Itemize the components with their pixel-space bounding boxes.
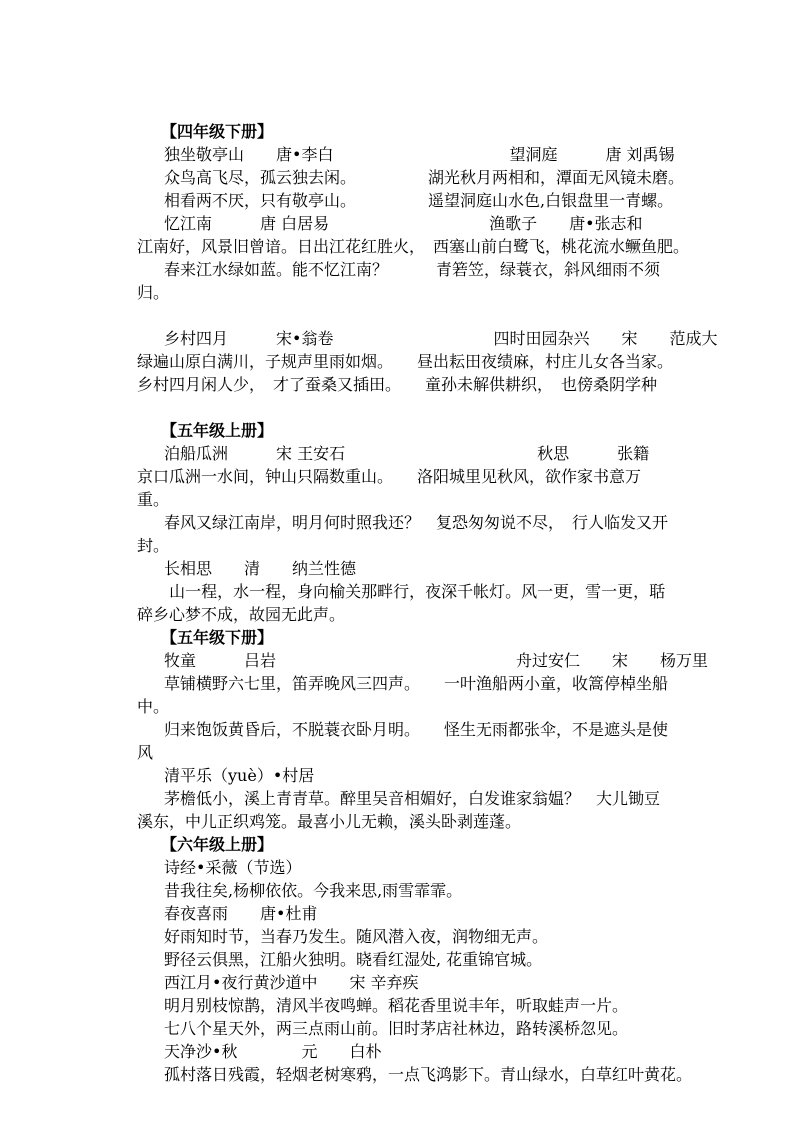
poem-line: 溪东，中儿正织鸡笼。最喜小儿无赖，溪头卧剥莲蓬。 — [137, 812, 522, 831]
poem-line: 相看两不厌，只有敬亭山。 遥望洞庭山水色,白银盘里一青螺。 — [164, 191, 674, 210]
poem-title-row: 牧童 吕岩 舟过安仁 宋 杨万里 — [164, 651, 709, 670]
poem-line: 归。 — [137, 283, 170, 302]
poem-line: 明月别枝惊鹊，清风半夜鸣蝉。稻花香里说丰年，听取蛙声一片。 — [164, 996, 629, 1015]
poem-title-row: 清平乐（yuè）•村居 — [164, 766, 315, 785]
poem-line: 孤村落日残霞，轻烟老树寒鸦，一点飞鸿影下。青山绿水，白草红叶黄花。 — [164, 1065, 693, 1084]
poem-line: 好雨知时节，当春乃发生。随风潜入夜，润物细无声。 — [164, 927, 549, 946]
poem-line: 众鸟高飞尽，孤云独去闲。 湖光秋月两相和，潭面无风镜未磨。 — [164, 168, 685, 187]
poem-line: 茅檐低小，溪上青青草。醉里吴音相媚好，白发谁家翁媪？ 大儿锄豆 — [164, 789, 661, 808]
poem-title-row: 春夜喜雨 唐•杜甫 — [164, 904, 318, 923]
poem-line: 中。 — [137, 697, 170, 716]
section-heading-grade6-first: 【六年级上册】 — [161, 835, 274, 854]
poem-line: 重。 — [137, 490, 170, 509]
poem-title-row: 诗经•采薇（节选） — [164, 858, 302, 877]
poem-line: 江南好，风景旧曾谙。日出江花红胜火， 西塞山前白鹭飞，桃花流水鳜鱼肥。 — [137, 237, 690, 256]
poem-line: 山一程，水一程，身向榆关那畔行，夜深千帐灯。风一更，雪一更，聒 — [164, 582, 666, 601]
section-heading-grade4-second: 【四年级下册】 — [161, 122, 274, 141]
poem-line: 风 — [137, 743, 154, 762]
poem-line: 归来饱饭黄昏后，不脱蓑衣卧月明。 怪生无雨都张伞，不是遮头是使 — [164, 720, 669, 739]
poem-title-row: 独坐敬亭山 唐•李白 望洞庭 唐 刘禹锡 — [164, 145, 675, 164]
poem-line: 封。 — [137, 536, 170, 555]
poem-line: 七八个星天外，两三点雨山前。旧时茅店社林边，路转溪桥忽见。 — [164, 1019, 629, 1038]
section-heading-grade5-second: 【五年级下册】 — [161, 628, 274, 647]
section-heading-grade5-first: 【五年级上册】 — [161, 421, 274, 440]
poem-line: 春风又绿江南岸，明月何时照我还？ 复恐匆匆说不尽， 行人临发又开 — [164, 513, 669, 532]
poem-title-row: 忆江南 唐 白居易 渔歌子 唐•张志和 — [164, 214, 643, 233]
poem-title-row: 乡村四月 宋•翁卷 四时田园杂兴 宋 范成大 — [164, 329, 718, 348]
poem-title-row: 天净沙•秋 元 白朴 — [164, 1042, 382, 1061]
poem-title-row: 长相思 清 纳兰性德 — [164, 559, 357, 578]
poem-line: 野径云俱黑，江船火独明。晓看红湿处, 花重锦官城。 — [164, 950, 543, 969]
poem-line: 绿遍山原白满川，子规声里雨如烟。 昼出耘田夜绩麻，村庄儿女各当家。 — [137, 352, 674, 371]
poem-line: 草铺横野六七里，笛弄晚风三四声。 一叶渔船两小童，收篙停棹坐船 — [164, 674, 669, 693]
poem-line: 乡村四月闲人少， 才了蚕桑又插田。 童孙未解供耕织， 也傍桑阴学种 — [137, 375, 658, 394]
poem-title-row: 泊船瓜洲 宋 王安石 秋思 张籍 — [164, 444, 650, 463]
poem-line: 碎乡心梦不成，故园无此声。 — [137, 605, 346, 624]
poem-line: 春来江水绿如蓝。能不忆江南？ 青箬笠，绿蓑衣，斜风细雨不须 — [164, 260, 661, 279]
poem-title-row: 西江月•夜行黄沙道中 宋 辛弃疾 — [164, 973, 419, 992]
poem-line: 京口瓜洲一水间，钟山只隔数重山。 洛阳城里见秋风，欲作家书意万 — [137, 467, 642, 486]
poem-line: 昔我往矣,杨柳依依。今我来思,雨雪霏霏。 — [164, 881, 463, 900]
